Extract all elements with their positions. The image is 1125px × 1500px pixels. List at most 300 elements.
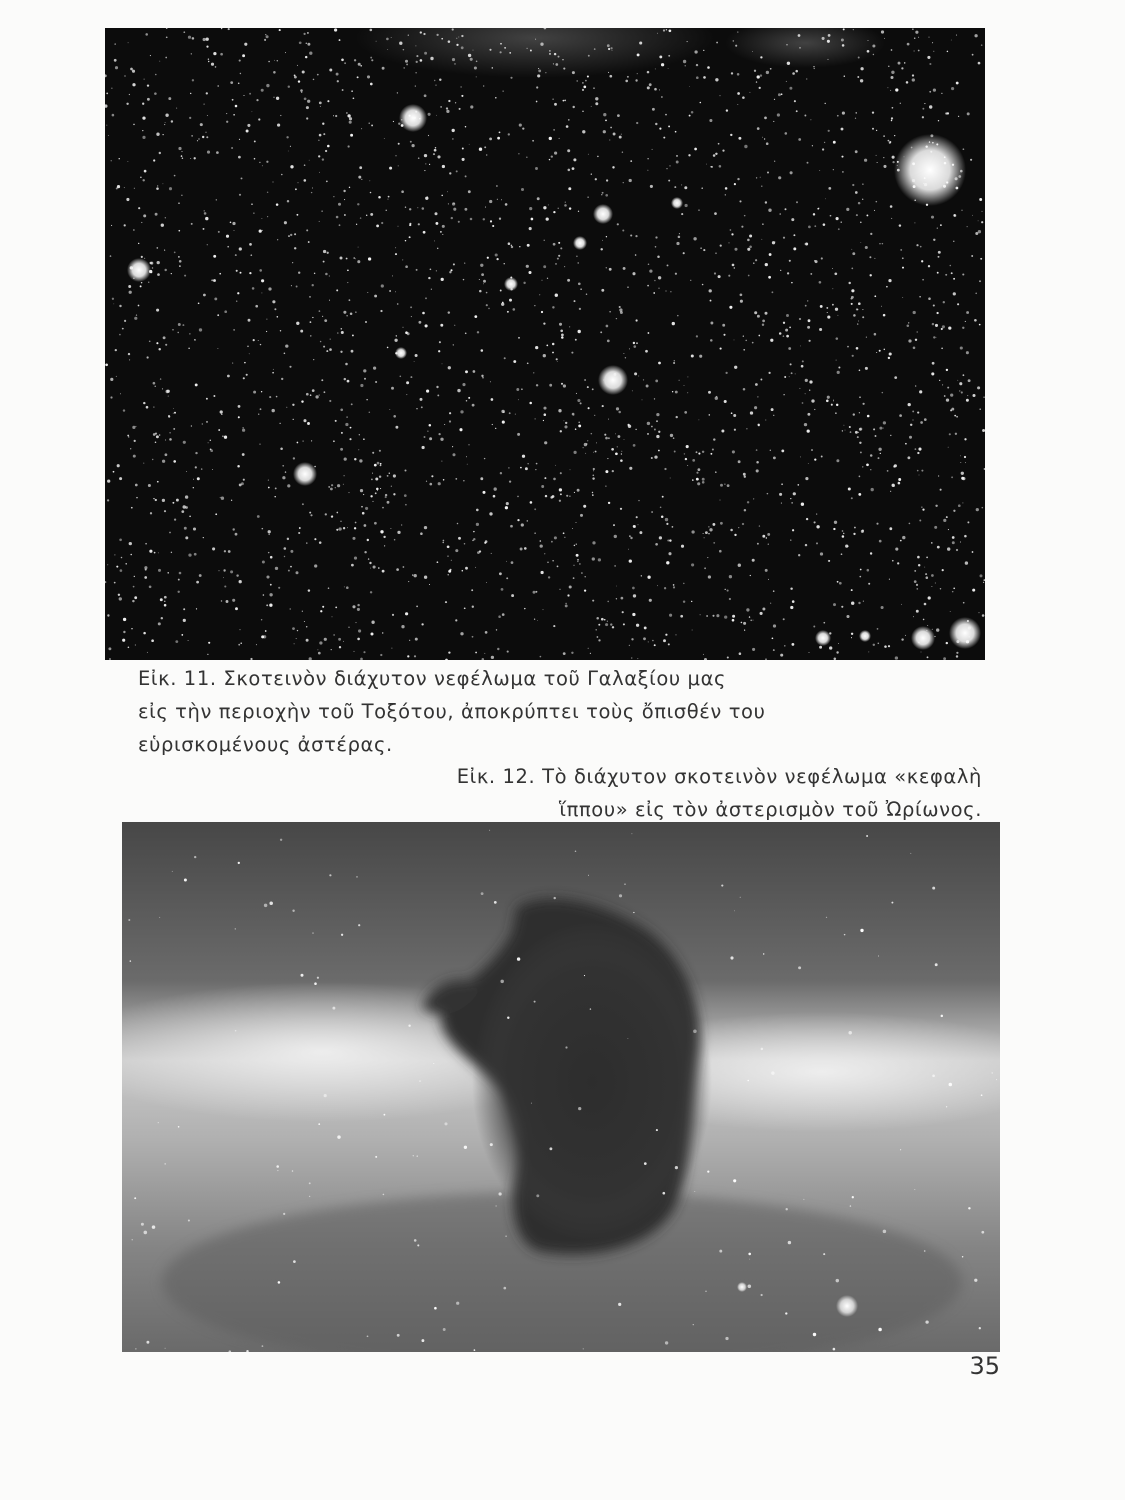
star-speck bbox=[382, 570, 385, 573]
star-speck bbox=[627, 286, 629, 288]
star-speck bbox=[141, 1223, 144, 1226]
star-speck bbox=[329, 348, 332, 351]
star-speck bbox=[481, 273, 484, 276]
star-speck bbox=[629, 467, 632, 470]
star-speck bbox=[739, 200, 741, 202]
star-speck bbox=[918, 50, 920, 52]
star-speck bbox=[128, 919, 130, 921]
star-speck bbox=[760, 74, 762, 76]
star-speck bbox=[612, 50, 613, 51]
star-speck bbox=[327, 100, 329, 102]
star-speck bbox=[753, 498, 754, 499]
star-speck bbox=[785, 132, 788, 135]
star-speck bbox=[762, 535, 765, 538]
star-speck bbox=[592, 541, 595, 544]
star-speck bbox=[655, 543, 658, 546]
star-speck bbox=[702, 451, 704, 453]
star-speck bbox=[909, 523, 911, 525]
star-speck bbox=[370, 83, 373, 86]
star-speck bbox=[203, 38, 206, 41]
star-speck bbox=[710, 453, 712, 455]
star-speck bbox=[684, 186, 687, 189]
star-speck bbox=[804, 423, 807, 426]
star-speck bbox=[426, 481, 427, 482]
star-speck bbox=[327, 181, 328, 182]
star-speck bbox=[155, 386, 156, 387]
star-speck bbox=[324, 319, 327, 322]
star-speck bbox=[937, 546, 940, 549]
star-speck bbox=[314, 564, 317, 567]
star-speck bbox=[752, 342, 754, 344]
star-speck bbox=[619, 306, 621, 308]
star-speck bbox=[924, 418, 927, 421]
star-speck bbox=[738, 460, 741, 463]
star-speck bbox=[278, 1281, 281, 1284]
star-speck bbox=[937, 272, 939, 274]
star-speck bbox=[344, 586, 345, 587]
star-speck bbox=[915, 339, 917, 341]
star-speck bbox=[580, 402, 582, 404]
star-speck bbox=[890, 205, 893, 208]
star-speck bbox=[742, 96, 745, 99]
star-speck bbox=[898, 62, 901, 65]
star-speck bbox=[203, 228, 205, 230]
star-speck bbox=[156, 247, 158, 249]
star-speck bbox=[228, 550, 231, 553]
star-speck bbox=[461, 95, 463, 97]
star-speck bbox=[633, 345, 636, 348]
star-speck bbox=[606, 325, 609, 328]
star-speck bbox=[455, 478, 457, 480]
star-speck bbox=[569, 326, 570, 327]
star-speck bbox=[544, 413, 547, 416]
star-speck bbox=[268, 530, 271, 533]
star-speck bbox=[344, 199, 345, 200]
star-speck bbox=[574, 300, 576, 302]
star-speck bbox=[494, 901, 497, 904]
star-speck bbox=[629, 179, 632, 182]
star-speck bbox=[623, 182, 624, 183]
star-speck bbox=[685, 65, 686, 66]
star-speck bbox=[389, 167, 392, 170]
star-speck bbox=[215, 66, 217, 68]
star-speck bbox=[563, 100, 565, 102]
star-speck bbox=[143, 632, 146, 635]
star-speck bbox=[340, 521, 341, 522]
star-speck bbox=[181, 155, 183, 157]
star-speck bbox=[376, 488, 379, 491]
star-speck bbox=[947, 547, 950, 550]
star-speck bbox=[560, 493, 562, 495]
star-speck bbox=[812, 145, 813, 146]
star-speck bbox=[164, 510, 166, 512]
star-speck bbox=[774, 241, 775, 242]
star-speck bbox=[843, 533, 845, 535]
star-speck bbox=[343, 190, 345, 192]
star-speck bbox=[418, 223, 420, 225]
star-speck bbox=[737, 73, 740, 76]
star-speck bbox=[651, 457, 653, 459]
star-speck bbox=[720, 500, 721, 501]
star-speck bbox=[160, 378, 161, 379]
star-speck bbox=[638, 375, 639, 376]
star-speck bbox=[403, 67, 405, 69]
star-speck bbox=[884, 38, 885, 39]
star-speck bbox=[575, 851, 577, 853]
star-speck bbox=[472, 404, 475, 407]
star-speck bbox=[790, 498, 791, 499]
star-speck bbox=[393, 493, 395, 495]
star-speck bbox=[411, 144, 414, 147]
star-speck bbox=[246, 374, 248, 376]
star-speck bbox=[712, 448, 714, 450]
star-speck bbox=[706, 164, 707, 165]
star-speck bbox=[429, 164, 430, 165]
star-speck bbox=[836, 217, 839, 220]
star-speck bbox=[543, 265, 546, 268]
star-speck bbox=[940, 489, 942, 491]
star-speck bbox=[729, 242, 730, 243]
star-speck bbox=[895, 548, 898, 551]
star-speck bbox=[155, 499, 157, 501]
star-speck bbox=[645, 350, 648, 353]
star-speck bbox=[409, 236, 411, 238]
star-speck bbox=[449, 271, 451, 273]
star-speck bbox=[829, 646, 832, 649]
star-speck bbox=[240, 643, 241, 644]
star-speck bbox=[485, 540, 488, 543]
star-speck bbox=[516, 388, 519, 391]
star-speck bbox=[665, 290, 666, 291]
star-speck bbox=[833, 1348, 836, 1351]
star-speck bbox=[701, 187, 703, 189]
star-speck bbox=[325, 150, 327, 152]
star-speck bbox=[781, 93, 783, 95]
star-speck bbox=[124, 320, 126, 322]
star-speck bbox=[623, 623, 625, 625]
star-speck bbox=[707, 66, 710, 69]
star-speck bbox=[227, 375, 230, 378]
star-speck bbox=[375, 381, 377, 383]
star-speck bbox=[554, 897, 556, 899]
star-speck bbox=[734, 267, 735, 268]
star-speck bbox=[592, 474, 594, 476]
star-speck bbox=[809, 652, 810, 653]
star-speck bbox=[454, 63, 456, 65]
star-speck bbox=[972, 215, 973, 216]
star-speck bbox=[872, 128, 874, 130]
star-speck bbox=[560, 472, 562, 474]
star-speck bbox=[578, 211, 579, 212]
star-speck bbox=[620, 459, 623, 462]
star-speck bbox=[633, 912, 634, 913]
star-speck bbox=[610, 47, 612, 49]
star-speck bbox=[647, 422, 650, 425]
star-speck bbox=[224, 585, 226, 587]
star-speck bbox=[891, 218, 892, 219]
star-speck bbox=[558, 242, 560, 244]
star-speck bbox=[437, 561, 439, 563]
star-speck bbox=[558, 56, 560, 58]
star-speck bbox=[428, 135, 429, 136]
star-speck bbox=[956, 655, 958, 657]
star-speck bbox=[448, 651, 450, 653]
star-speck bbox=[386, 210, 387, 211]
star-speck bbox=[407, 655, 409, 657]
star-speck bbox=[122, 328, 124, 330]
star-speck bbox=[694, 50, 697, 53]
star-speck bbox=[420, 532, 423, 535]
star-speck bbox=[762, 320, 765, 323]
star-speck bbox=[692, 459, 695, 462]
star-speck bbox=[669, 614, 672, 617]
star-speck bbox=[789, 87, 792, 90]
star-speck bbox=[899, 414, 902, 417]
star-speck bbox=[891, 117, 893, 119]
star-speck bbox=[510, 77, 512, 79]
star-speck bbox=[503, 91, 504, 92]
star-speck bbox=[483, 280, 486, 283]
star-speck bbox=[394, 339, 397, 342]
star-speck bbox=[876, 130, 877, 131]
star-speck bbox=[296, 214, 298, 216]
star-speck bbox=[350, 312, 353, 315]
star-speck bbox=[585, 80, 587, 82]
star-speck bbox=[343, 484, 344, 485]
star-speck bbox=[162, 388, 163, 389]
star-speck bbox=[279, 29, 281, 31]
star-speck bbox=[665, 518, 668, 521]
star-speck bbox=[413, 1155, 414, 1156]
star-speck bbox=[868, 583, 870, 585]
star-speck bbox=[693, 1030, 697, 1034]
star-speck bbox=[270, 556, 273, 559]
star-speck bbox=[183, 31, 185, 33]
star-speck bbox=[188, 553, 191, 556]
star-speck bbox=[651, 426, 653, 428]
star-speck bbox=[371, 633, 374, 636]
star-speck bbox=[527, 362, 529, 364]
star-speck bbox=[749, 234, 752, 237]
star-speck bbox=[636, 319, 638, 321]
star-speck bbox=[350, 134, 353, 137]
star-speck bbox=[319, 310, 321, 312]
star-speck bbox=[708, 526, 709, 527]
star-speck bbox=[297, 442, 299, 444]
star-speck bbox=[951, 476, 953, 478]
star-speck bbox=[223, 577, 224, 578]
star-speck bbox=[463, 480, 464, 481]
star-speck bbox=[540, 544, 543, 547]
star-speck bbox=[171, 552, 172, 553]
star-speck bbox=[178, 230, 180, 232]
star-speck bbox=[617, 114, 620, 117]
star-speck bbox=[569, 495, 570, 496]
star-speck bbox=[594, 48, 596, 50]
star-speck bbox=[158, 553, 159, 554]
star-speck bbox=[357, 260, 360, 263]
star-speck bbox=[415, 638, 418, 641]
star-speck bbox=[654, 644, 656, 646]
star-speck bbox=[114, 59, 117, 62]
star-speck bbox=[259, 443, 260, 444]
star-speck bbox=[168, 396, 169, 397]
star-speck bbox=[277, 239, 278, 240]
star-speck bbox=[112, 114, 115, 117]
star-speck bbox=[647, 86, 650, 89]
star-speck bbox=[750, 575, 751, 576]
star-speck bbox=[943, 301, 945, 303]
star-speck bbox=[555, 465, 556, 466]
star-speck bbox=[603, 113, 606, 116]
star-speck bbox=[215, 513, 217, 515]
star-speck bbox=[298, 80, 300, 82]
star-speck bbox=[708, 391, 711, 394]
star-speck bbox=[453, 208, 456, 211]
star-speck bbox=[486, 304, 488, 306]
star-speck bbox=[816, 525, 819, 528]
star-speck bbox=[668, 180, 670, 182]
star-speck bbox=[676, 416, 678, 418]
star-speck bbox=[384, 1114, 386, 1116]
star-speck bbox=[309, 1196, 310, 1197]
star-speck bbox=[916, 610, 919, 613]
star-speck bbox=[767, 533, 770, 536]
star-speck bbox=[296, 638, 297, 639]
star-speck bbox=[852, 252, 855, 255]
star-speck bbox=[205, 217, 208, 220]
star-speck bbox=[171, 273, 172, 274]
star-speck bbox=[728, 275, 730, 277]
star-speck bbox=[602, 240, 603, 241]
star-speck bbox=[159, 434, 161, 436]
star-speck bbox=[668, 68, 669, 69]
star-speck bbox=[914, 37, 915, 38]
star-speck bbox=[395, 253, 397, 255]
star-speck bbox=[352, 334, 354, 336]
star-speck bbox=[371, 621, 374, 624]
star-speck bbox=[914, 580, 917, 583]
star-speck bbox=[813, 213, 815, 215]
star-speck bbox=[128, 436, 129, 437]
star-speck bbox=[486, 582, 487, 583]
star-speck bbox=[720, 95, 721, 96]
star-speck bbox=[779, 493, 782, 496]
star-speck bbox=[472, 540, 474, 542]
star-speck bbox=[288, 85, 290, 87]
star-speck bbox=[442, 165, 445, 168]
star-speck bbox=[441, 38, 443, 40]
star-speck bbox=[506, 577, 508, 579]
star-speck bbox=[389, 290, 391, 292]
star-speck bbox=[298, 532, 300, 534]
star-speck bbox=[785, 1312, 787, 1314]
star-speck bbox=[367, 75, 370, 78]
star-speck bbox=[761, 1294, 763, 1296]
star-speck bbox=[222, 435, 224, 437]
star-speck bbox=[755, 259, 757, 261]
star-speck bbox=[838, 228, 840, 230]
star-speck bbox=[607, 458, 608, 459]
star-speck bbox=[241, 177, 243, 179]
star-speck bbox=[601, 194, 602, 195]
star-speck bbox=[697, 482, 700, 485]
star-speck bbox=[283, 1213, 285, 1215]
star-speck bbox=[136, 314, 137, 315]
star-speck bbox=[925, 1320, 928, 1323]
star-speck bbox=[621, 451, 622, 452]
star-speck bbox=[756, 81, 757, 82]
star-speck bbox=[901, 638, 903, 640]
star-speck bbox=[109, 658, 111, 660]
star-speck bbox=[667, 264, 669, 266]
star-speck bbox=[945, 274, 947, 276]
star-speck bbox=[392, 275, 393, 276]
star-speck bbox=[206, 136, 208, 138]
star-speck bbox=[330, 338, 331, 339]
star-speck bbox=[749, 92, 750, 93]
star-speck bbox=[915, 31, 918, 34]
star-speck bbox=[286, 136, 288, 138]
star-speck bbox=[928, 265, 930, 267]
star-speck bbox=[364, 551, 366, 553]
star-speck bbox=[913, 311, 916, 314]
star-speck bbox=[292, 1170, 294, 1172]
star-speck bbox=[548, 204, 549, 205]
star-speck bbox=[361, 506, 363, 508]
star-speck bbox=[572, 71, 575, 74]
star-speck bbox=[341, 328, 343, 330]
star-speck bbox=[732, 615, 735, 618]
star-speck bbox=[874, 333, 877, 336]
star-speck bbox=[221, 600, 222, 601]
star-speck bbox=[860, 222, 862, 224]
star-speck bbox=[312, 284, 314, 286]
star-speck bbox=[601, 289, 604, 292]
star-speck bbox=[842, 112, 845, 115]
star-speck bbox=[593, 87, 594, 88]
star-speck bbox=[749, 616, 750, 617]
star-speck bbox=[913, 50, 914, 51]
star-speck bbox=[597, 156, 599, 158]
star-speck bbox=[477, 331, 479, 333]
star-speck bbox=[452, 58, 455, 61]
star-speck bbox=[877, 628, 879, 630]
star-speck bbox=[858, 57, 860, 59]
star-speck bbox=[715, 252, 717, 254]
star-speck bbox=[553, 243, 556, 246]
star-speck bbox=[799, 388, 800, 389]
star-speck bbox=[658, 276, 661, 279]
star-speck bbox=[323, 346, 325, 348]
star-speck bbox=[379, 450, 381, 452]
star-speck bbox=[974, 319, 977, 322]
star-speck bbox=[683, 252, 685, 254]
star-speck bbox=[275, 567, 278, 570]
star-speck bbox=[358, 629, 361, 632]
star-speck bbox=[752, 559, 755, 562]
star-speck bbox=[655, 246, 657, 248]
star-speck bbox=[519, 124, 522, 127]
star-speck bbox=[686, 445, 689, 448]
star-speck bbox=[461, 35, 463, 37]
star-speck bbox=[752, 620, 753, 621]
star-speck bbox=[594, 415, 595, 416]
star-speck bbox=[220, 53, 223, 56]
star-speck bbox=[720, 348, 722, 350]
star-speck bbox=[235, 607, 238, 610]
star-speck bbox=[704, 567, 706, 569]
